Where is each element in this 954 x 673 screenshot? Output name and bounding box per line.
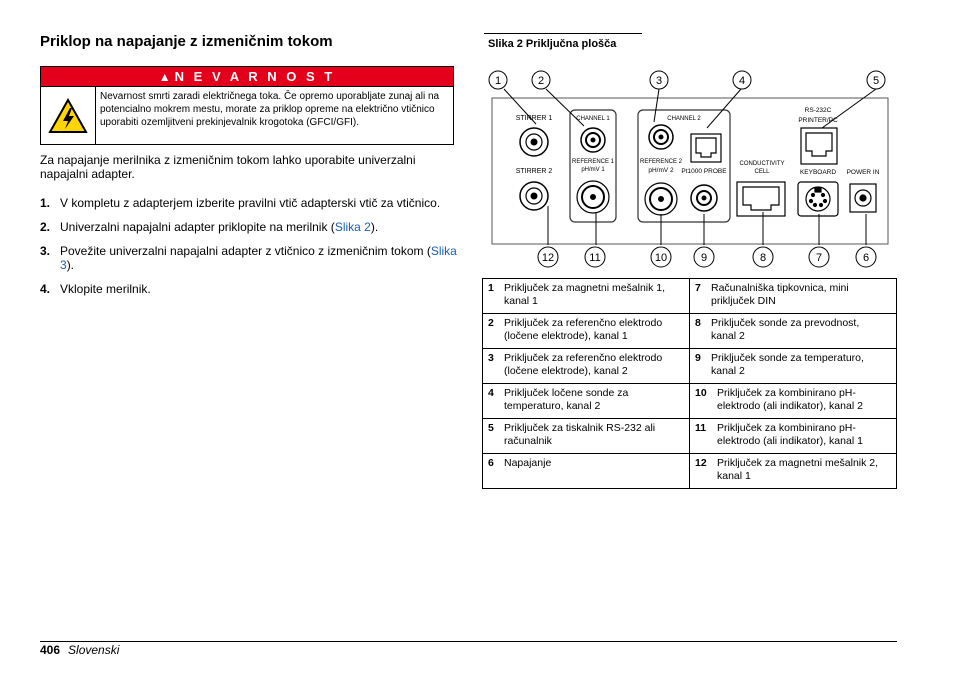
danger-box: [40, 66, 454, 145]
label-channel2: CHANNEL 2: [667, 116, 701, 122]
callout-5-label: 5: [872, 75, 880, 87]
label-stirrer1: STIRRER 1: [515, 115, 553, 122]
table-row: 3 Priključek za referenčno elektrodo (ločene elektrode), kanal 2 9 Priključek sonde za temperaturo, kanal 2: [483, 349, 897, 384]
callout-11-label: 11: [589, 252, 601, 264]
label-ref2a: REFERENCE 2: [639, 159, 683, 165]
connection-panel-diagram: [484, 64, 896, 270]
label-ref1a: REFERENCE 1: [571, 159, 615, 165]
callout-1-label: 1: [494, 75, 502, 87]
label-ref1b: pH/mV 1: [581, 167, 605, 173]
label-stirrer2: STIRRER 2: [515, 168, 553, 175]
page-footer: [40, 643, 119, 657]
callout-2-label: 2: [537, 75, 545, 87]
figure-rule: [484, 33, 642, 34]
step-item: 4. Vklopite merilnik.: [40, 282, 151, 296]
figure-legend-table: [482, 278, 897, 489]
label-rs232-a: RS-232C: [804, 107, 832, 114]
label-rs232-b: PRINTER/PC: [798, 117, 838, 124]
label-pt1000: Pt1000 PROBE: [681, 168, 727, 175]
section-heading: Priklop na napajanje z izmeničnim tokom: [40, 33, 333, 50]
table-row: 4 Priključek ločene sonde za temperaturo, kanal 2 10 Priključek za kombinirano pH-elektrodo (ali indikator), kanal 2: [483, 384, 897, 419]
danger-text: Nevarnost smrti zaradi električnega toka. Če opremo uporabljate zunaj ali na potencialno mokrem mestu, morate za priklop opreme na električno vtičnico uporabiti ozemljitveni prekinjevalnik krogotoka (GFCI/GFI).: [100, 91, 440, 128]
label-channel1: CHANNEL 1: [576, 116, 610, 122]
label-cond-b: CELL: [754, 169, 770, 175]
callouts-top: [489, 71, 885, 89]
callout-9-label: 9: [700, 252, 708, 264]
callout-8-label: 8: [759, 252, 767, 264]
steps-list: [40, 196, 460, 306]
label-power: POWER IN: [846, 169, 880, 176]
callout-10-label: 10: [654, 252, 668, 264]
callout-6-label: 6: [862, 252, 870, 264]
danger-header: [41, 67, 453, 87]
warning-triangle-icon: ▲: [158, 69, 171, 84]
footer-rule: [40, 641, 897, 642]
page-number: 406: [40, 643, 61, 657]
electrical-hazard-icon: [41, 87, 96, 145]
callout-3-label: 3: [655, 75, 663, 87]
label-ref2b: pH/mV 2: [648, 167, 674, 174]
step-item: 1. V kompletu z adapterjem izberite pravilni vtič adapterski vtič za vtičnico.: [40, 196, 441, 210]
callout-12-label: 12: [541, 252, 555, 264]
figure-3-link[interactable]: Slika 3: [60, 244, 457, 272]
figure-caption: Slika 2 Priključna plošča: [488, 38, 617, 50]
table-row: 2 Priključek za referenčno elektrodo (ločene elektrode), kanal 1 8 Priključek sonde za prevodnost, kanal 2: [483, 314, 897, 349]
intro-paragraph: Za napajanje merilnika z izmeničnim tokom lahko uporabite univerzalni napajalni adapter.: [40, 153, 416, 181]
callout-4-label: 4: [738, 75, 746, 87]
table-row: 5 Priključek za tiskalnik RS-232 ali računalnik 11 Priključek za kombinirano pH-elektrodo (ali indikator), kanal 1: [483, 419, 897, 454]
figure-2-link[interactable]: Slika 2: [334, 220, 371, 234]
danger-title: N E V A R N O S T: [174, 69, 336, 84]
table-row: 1 Priključek za magnetni mešalnik 1, kanal 1 7 Računalniška tipkovnica, mini priključek DIN: [483, 279, 897, 314]
table-row: 6 Napajanje 12 Priključek za magnetni mešalnik 2, kanal 1: [483, 454, 897, 489]
step-item: 2. Univerzalni napajalni adapter priklopite na merilnik (Slika 2).: [40, 220, 379, 234]
footer-language: Slovenski: [68, 643, 120, 657]
label-cond-a: CONDUCTIVITY: [739, 161, 785, 167]
callouts-bottom: [538, 247, 876, 267]
callout-7-label: 7: [815, 252, 823, 264]
step-item: 3. Povežite univerzalni napajalni adapter z vtičnico z izmeničnim tokom (Slika 3).: [40, 244, 457, 272]
label-keyboard: KEYBOARD: [799, 169, 837, 176]
